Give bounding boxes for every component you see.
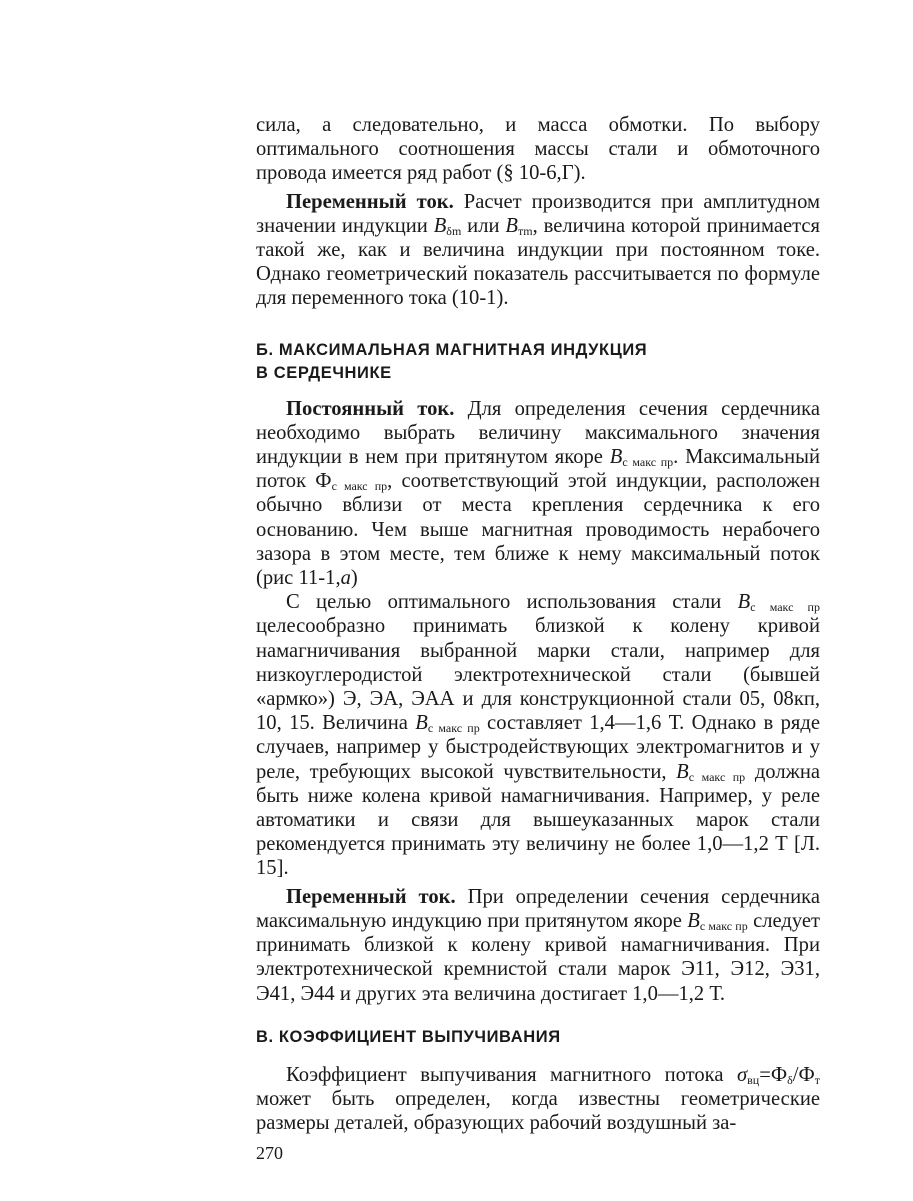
paragraph-bulging-coefficient: Коэффициент выпучивания магнитного потока $\sigma_{вц}=Ф_\delta/Ф_т$ может быть определен, когда известны геометрические размеры деталей, образующих рабочий воздушный за-: [256, 1063, 820, 1135]
symbol-b: B: [505, 214, 518, 237]
paragraph-intro-text: сила, а следовательно, и масса обмотки. По выбору оптимального соотношения массы стали и обмоточного провода имеется ряд работ (§ 10-6,Г).: [256, 114, 820, 185]
page-content: [256, 113, 820, 1164]
section-heading-c: В. КОЭФФИЦИЕНТ ВЫПУЧИВАНИЯ: [256, 1027, 561, 1046]
lead-dc-current: Постоянный ток.: [286, 397, 455, 420]
symbol-b: B: [609, 446, 623, 469]
lead-ac-core: Переменный ток.: [286, 885, 456, 908]
paragraph-steel-use: С целью оптимального использования стали $B_{с макс пр}$ целесообразно принимать близкой к колену кривой намагничивания выбранной марки стали, например для низкоуглеродистой электротехнической стали (бывшей «армко») Э, ЭА, ЭАА и для конструкционной стали 05, 08кп, 10, 15. Величина $B_{с макс пр}$ составляет 1,4—1,6 Т. Однако в ряде случаев, например у быстродействующих электромагнитов и у реле, требующих высокой чувствительности, $B_{с макс пр}$ должна быть ниже колена кривой намагничивания. Например, у реле автоматики и связи для вышеуказанных марок стали рекомендуется принимать эту величину не более 1,0—1,2 Т [Л. 15].: [256, 591, 820, 880]
paragraph-dc-current: Постоянный ток. Для определения сечения сердечника необходимо выбрать величину максимального значения индукции в нем при притянутом якоре $B_{с макс пр}$. Максимальный поток $Ф_{с макс пр}$, соответствующий этой индукции, расположен обычно вблизи от места крепления сердечника к его основанию. Чем выше магнитная проводимость нерабочего зазора в этом месте, тем ближе к нему максимальный поток (рис 11-1,а): [256, 397, 821, 590]
symbol-b: B: [737, 591, 751, 614]
symbol-b: B: [415, 712, 428, 735]
paragraph-intro: [256, 113, 820, 186]
symbol-b: B: [676, 760, 689, 783]
lead-ac-current: Переменный ток.: [286, 190, 454, 213]
page-number: 270: [256, 1143, 283, 1164]
symbol-b: B: [687, 909, 700, 932]
symbol-sigma: σ: [736, 1063, 748, 1086]
paragraph-ac-core: Переменный ток. При определении сечения сердечника максимальную индукцию при притянутом якоре $B_{с макс пр}$ следует принимать близкой к колену кривой намагничивания. При электротехнической кремнистой стали марок Э11, Э12, Э31, Э41, Э44 и других эта величина достигает 1,0—1,2 Т.: [256, 885, 821, 1005]
paragraph-ac-current: Переменный ток. Расчет производится при амплитудном значении индукции $B_{\delta m}$ или $B_{тm}$, величина которой принимается такой же, как и величина индукции при постоянном токе. Однако геометрический показатель рассчитывается по формуле для переменного тока (10-1).: [256, 190, 821, 310]
section-heading-b: Б. МАКСИМАЛЬНАЯ МАГНИТНАЯ ИНДУКЦИЯ В СЕРДЕЧНИКЕ: [256, 340, 648, 382]
symbol-b: B: [433, 214, 447, 237]
